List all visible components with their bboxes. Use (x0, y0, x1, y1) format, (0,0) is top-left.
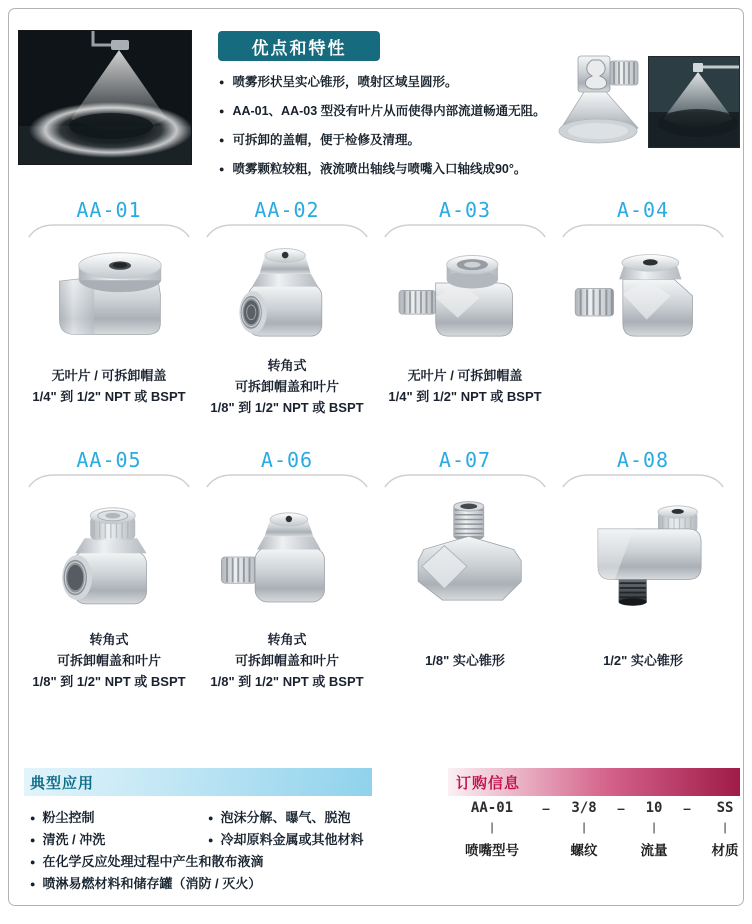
bullet-icon: ● (219, 135, 225, 145)
product-model: A-03 (438, 198, 492, 222)
desc-line: 转角式 (89, 631, 129, 647)
nozzle-cutaway-graphic (552, 50, 646, 152)
product-card-aa-02 (198, 198, 376, 418)
ordering-part-model (452, 800, 532, 859)
label-curve (382, 474, 548, 488)
product-card-aa-05 (20, 448, 198, 692)
desc-line: 无叶片 / 可拆卸帽盖 (407, 368, 523, 383)
desc-line: 转角式 (267, 631, 307, 647)
application-item (30, 876, 390, 892)
product-image-a-03 (382, 238, 548, 350)
ordering-label: 喷嘴型号 (465, 843, 519, 858)
label-curve (560, 224, 726, 238)
product-model: AA-02 (254, 198, 320, 222)
product-image-aa-01 (26, 238, 192, 350)
application-text: 在化学反应处理过程中产生和散布液滴 (42, 854, 264, 869)
tick-mark: | (723, 820, 727, 834)
features-list (219, 74, 569, 190)
spray-photo-small-graphic (649, 57, 739, 147)
desc-line: 1/2" 实心锥形 (603, 652, 683, 668)
product-desc (204, 354, 370, 418)
desc-line: 可拆卸帽盖和叶片 (234, 652, 339, 668)
ordering-title: 订购信息 (456, 774, 521, 792)
nozzle-cutaway-illustration (552, 50, 646, 157)
desc-line: 1/4" 到 1/2" NPT 或 BSPT (388, 389, 542, 404)
label-curve (204, 224, 370, 238)
product-row-2 (20, 448, 732, 692)
applications-header (24, 768, 372, 796)
ordering-value: AA-01 (470, 800, 514, 816)
desc-line: 1/8" 到 1/2" NPT 或 BSPT (210, 399, 364, 415)
product-model: A-06 (260, 448, 314, 472)
product-card-a-06 (198, 448, 376, 692)
desc-line: 1/8" 到 1/2" NPT 或 BSPT (210, 673, 364, 689)
feature-text: 喷雾形状呈实心锥形，喷射区域呈圆形。 (232, 75, 458, 89)
bullet-icon: ● (219, 106, 225, 116)
tick-mark: | (582, 820, 586, 834)
ordering-label: 螺纹 (570, 843, 598, 858)
application-text: 粉尘控制 (42, 810, 95, 825)
desc-line: 可拆卸帽盖和叶片 (234, 378, 339, 394)
desc-line: 可拆卸帽盖和叶片 (56, 652, 161, 668)
desc-line: 无叶片 / 可拆卸帽盖 (51, 368, 167, 383)
feature-text: 可拆卸的盖帽，便于检修及清理。 (232, 133, 420, 147)
label-curve (560, 474, 726, 488)
product-desc (382, 354, 548, 418)
application-item (208, 810, 408, 826)
product-card-a-07 (376, 448, 554, 692)
feature-text: 喷雾颗粒较粗，液流喷出轴线与喷嘴入口轴线成90°。 (232, 162, 527, 176)
label-curve (26, 224, 192, 238)
feature-item (219, 74, 569, 91)
product-desc (26, 628, 192, 692)
product-card-a-08 (554, 448, 732, 692)
product-model: A-08 (616, 448, 670, 472)
spray-photo-small (648, 56, 740, 148)
bullet-icon: ● (30, 879, 36, 889)
product-image-a-07 (382, 488, 548, 624)
desc-line: 1/8" 实心锥形 (425, 652, 505, 668)
product-image-a-08 (560, 488, 726, 624)
product-card-a-04 (554, 198, 732, 418)
dash-separator: – (617, 800, 625, 816)
desc-line: 1/8" 到 1/2" NPT 或 BSPT (32, 673, 186, 689)
product-model: A-04 (616, 198, 670, 222)
product-desc (560, 628, 726, 692)
bullet-icon: ● (30, 813, 36, 823)
application-item (30, 854, 390, 870)
ordering-code-diagram (452, 800, 750, 859)
tick-mark: | (652, 820, 656, 834)
features-header (218, 31, 380, 61)
product-image-aa-05 (26, 488, 192, 624)
product-model: AA-01 (76, 198, 142, 222)
bullet-icon: ● (219, 164, 225, 174)
product-card-aa-01 (20, 198, 198, 418)
product-image-a-04 (560, 238, 726, 350)
bullet-icon: ● (30, 835, 36, 845)
dash-separator: – (683, 800, 691, 816)
product-desc (560, 354, 726, 418)
ordering-value: 3/8 (571, 800, 597, 816)
ordering-label: 材质 (711, 843, 739, 858)
product-desc (382, 628, 548, 692)
feature-text: AA-01、AA-03 型没有叶片从而使得内部流道畅通无阻。 (232, 104, 546, 118)
ordering-value: 10 (645, 800, 663, 816)
application-text: 喷淋易燃材料和储存罐（消防 / 灭火） (42, 876, 262, 891)
product-model: A-07 (438, 448, 492, 472)
spray-photo-main-graphic (19, 31, 191, 164)
spray-photo-main (18, 30, 192, 165)
application-item (208, 832, 408, 848)
application-text: 冷却原料金属或其他材料 (220, 832, 364, 847)
bullet-icon: ● (219, 77, 225, 87)
desc-line: 1/4" 到 1/2" NPT 或 BSPT (32, 389, 186, 404)
applications-column-2 (208, 810, 408, 854)
ordering-part-thread (560, 800, 608, 859)
product-row-1 (20, 198, 732, 418)
product-image-a-06 (204, 488, 370, 624)
label-curve (26, 474, 192, 488)
feature-item (219, 161, 569, 178)
feature-item (219, 132, 569, 149)
tick-mark: | (490, 820, 494, 834)
product-desc (204, 628, 370, 692)
desc-line: 转角式 (267, 357, 307, 373)
application-text: 泡沫分解、曝气、脱泡 (220, 810, 351, 825)
bullet-icon: ● (208, 813, 214, 823)
features-title: 优点和特性 (251, 38, 347, 58)
label-curve (204, 474, 370, 488)
ordering-part-flow (634, 800, 674, 859)
ordering-header (448, 768, 740, 796)
ordering-part-material (700, 800, 750, 859)
feature-item (219, 103, 569, 120)
applications-title: 典型应用 (30, 774, 95, 792)
label-curve (382, 224, 548, 238)
application-text: 清洗 / 冲洗 (42, 832, 106, 847)
product-card-a-03 (376, 198, 554, 418)
bullet-icon: ● (208, 835, 214, 845)
ordering-label: 流量 (640, 843, 668, 858)
dash-separator: – (542, 800, 550, 816)
product-desc (26, 354, 192, 418)
product-image-aa-02 (204, 238, 370, 350)
product-model: AA-05 (76, 448, 142, 472)
ordering-value: SS (716, 800, 734, 816)
bullet-icon: ● (30, 857, 36, 867)
